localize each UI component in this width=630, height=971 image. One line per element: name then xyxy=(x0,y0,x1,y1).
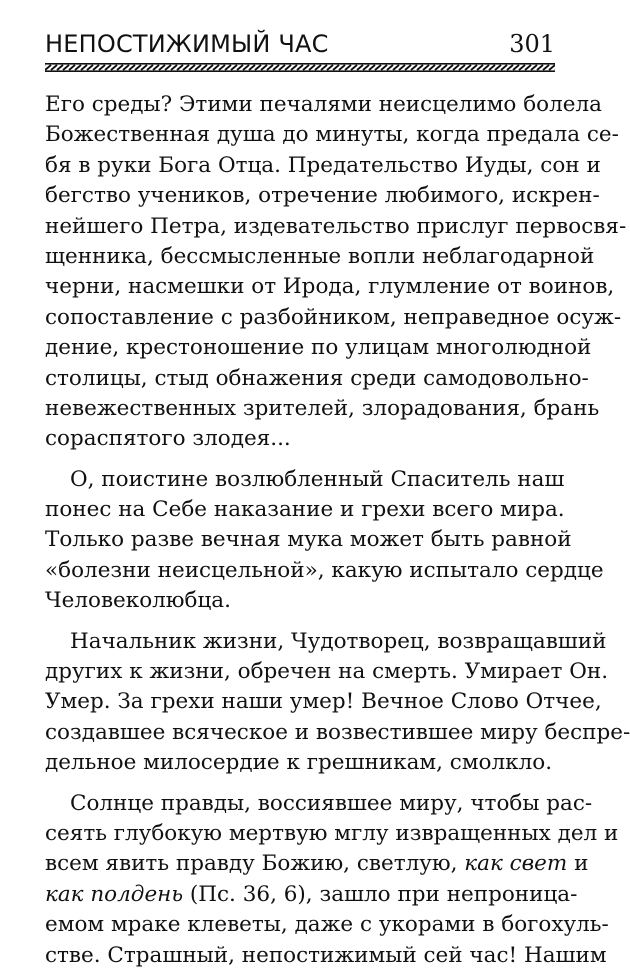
text-line: Только разве вечная мука может быть равной xyxy=(45,527,572,553)
paragraph-2 xyxy=(45,465,604,617)
page-number: 301 xyxy=(509,30,555,58)
text-line xyxy=(45,880,578,910)
text-line: «болезни неисцельной», какую испытало сердце xyxy=(45,557,604,583)
text-line: емом мраке клеветы, даже с укорами в богохуль- xyxy=(45,912,609,938)
text-line: О, поистине возлюбленный Спаситель наш xyxy=(70,466,565,492)
italic-quote: как полдень xyxy=(45,881,184,907)
text-line: других к жизни, обречен на смерть. Умирает Он. xyxy=(45,659,609,685)
text-line: Человеколюбца. xyxy=(45,588,231,614)
body-text xyxy=(45,90,630,971)
text-line: создавшее всяческое и возвестившее миру беспре- xyxy=(45,719,630,745)
text-line xyxy=(45,849,589,879)
text-line: сопоставление с разбойником, неправедное осуж- xyxy=(45,304,622,330)
text-line: столицы, стыд обнажения среди самодовольно- xyxy=(45,365,589,391)
text-run: всем явить правду Божию, светлую, xyxy=(45,851,465,877)
text-line: Божественная душа до минуты, когда предала се- xyxy=(45,122,619,148)
paragraph-4 xyxy=(45,789,619,971)
book-page xyxy=(45,0,630,971)
text-line: Умер. За грехи наши умер! Вечное Слово Отчее, xyxy=(45,689,602,715)
text-line: нейшего Петра, издевательство прислуг первосвя- xyxy=(45,213,627,239)
text-line: черни, насмешки от Ирода, глумление от воинов, xyxy=(45,274,615,300)
text-line: сораспятого злодея... xyxy=(45,426,291,452)
text-run: (Пс. 36, 6), зашло при непроница- xyxy=(183,881,578,907)
text-line: щенника, бессмысленные вопли неблагодарной xyxy=(45,243,595,269)
text-line: дение, крестоношение по улицам многолюдной xyxy=(45,335,592,361)
running-title: НЕПОСТИЖИМЫЙ ЧАС xyxy=(45,30,329,58)
text-line: невежественных зрителей, злорадования, брань xyxy=(45,395,600,421)
text-line: дельное милосердие к грешникам, смолкло. xyxy=(45,750,553,776)
text-line: Его среды? Этими печалями неисцелимо болела xyxy=(45,92,602,117)
text-line: стве. Страшный, непостижимый сей час! Нашим xyxy=(45,942,607,968)
text-line: понес на Себе наказание и грехи всего мира. xyxy=(45,497,565,523)
italic-quote: как свет xyxy=(464,851,568,877)
page-header xyxy=(45,30,555,64)
text-line: Начальник жизни, Чудотворец, возвращавший xyxy=(70,628,607,654)
paragraph-1 xyxy=(45,90,627,455)
text-line: бя в руки Бога Отца. Предательство Иуды, сон и xyxy=(45,152,601,178)
text-line: сеять глубокую мертвую мглу извращенных дел и xyxy=(45,820,619,846)
text-run: и xyxy=(567,851,589,877)
decorative-rope-rule xyxy=(45,63,555,72)
paragraph-3 xyxy=(45,627,630,779)
text-line: бегство учеников, отречение любимого, искрен- xyxy=(45,183,600,209)
text-line: Солнце правды, воссиявшее миру, чтобы рас- xyxy=(70,790,593,816)
